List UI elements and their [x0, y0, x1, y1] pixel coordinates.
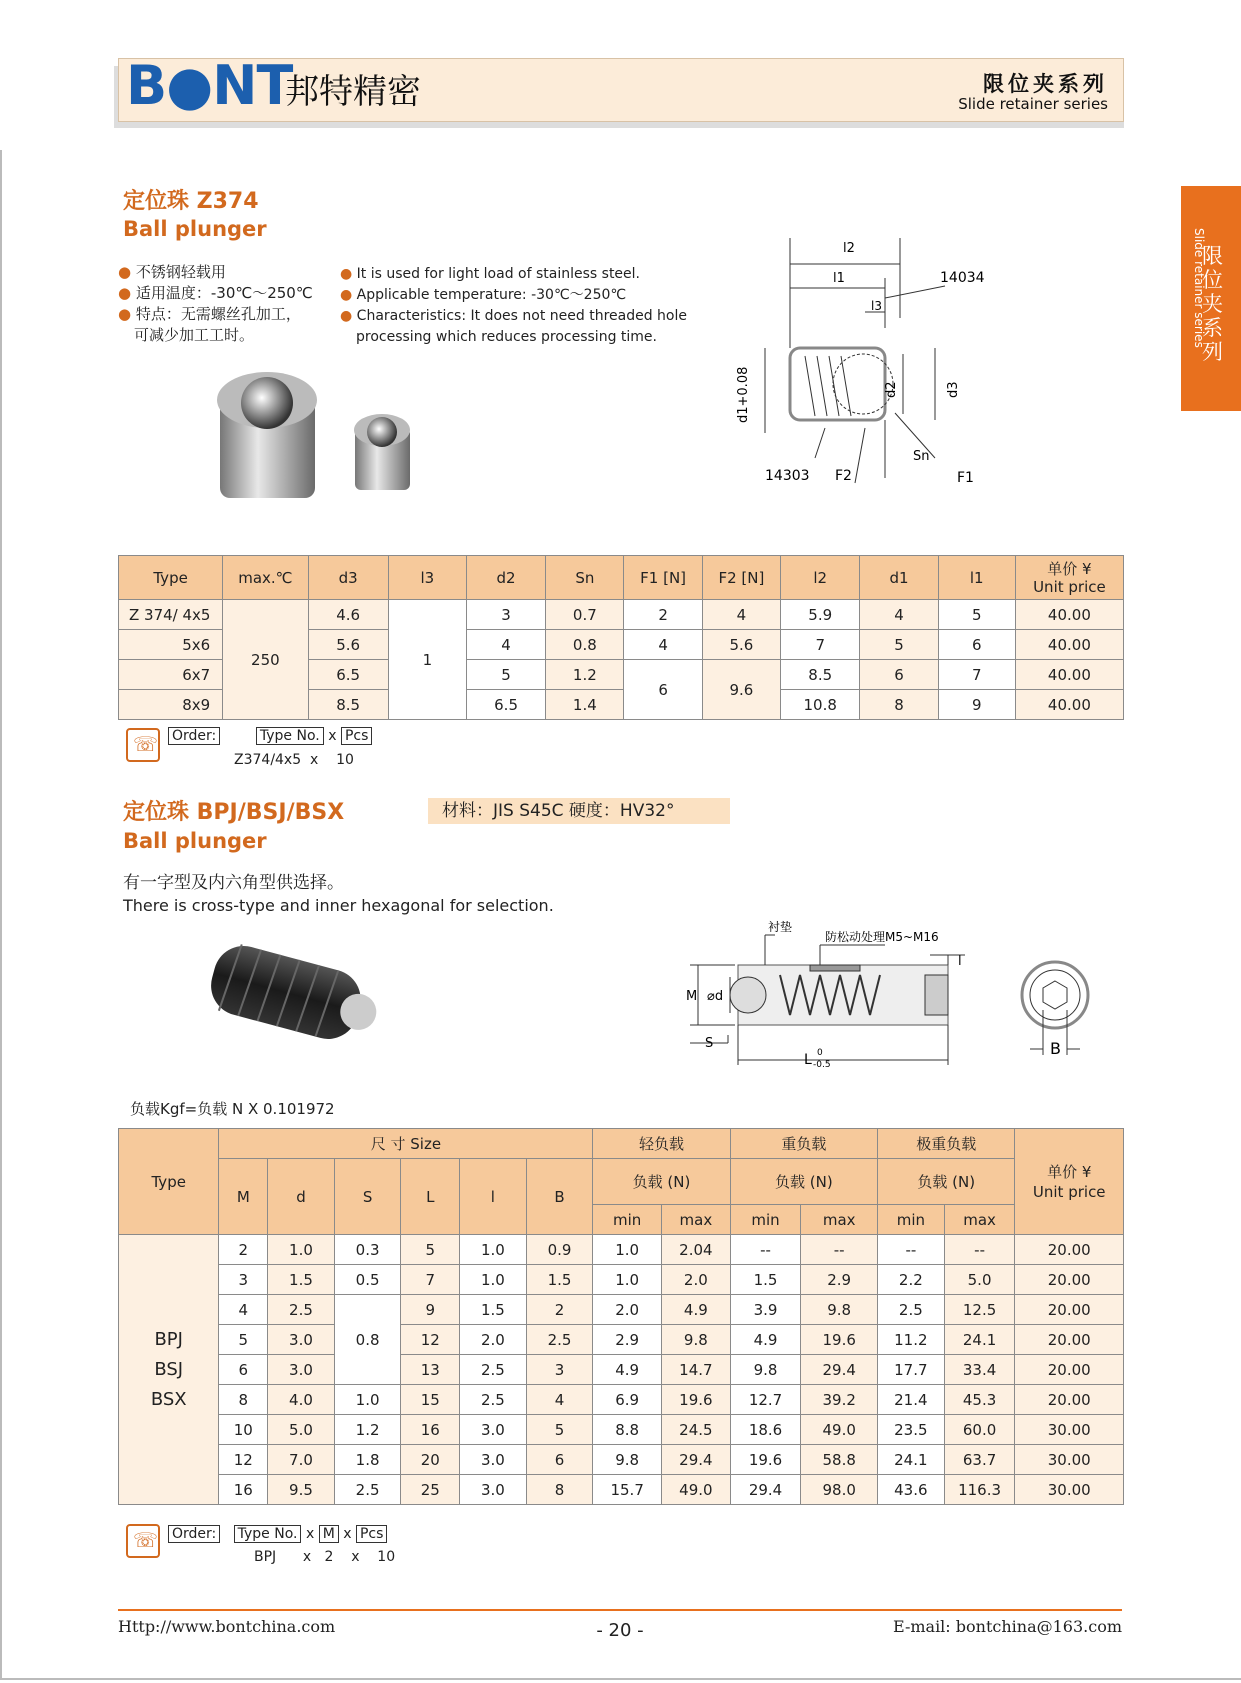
bullet-en-3: ● Characteristics: It does not need threaded hole	[340, 308, 687, 324]
table-cell: 6.9	[593, 1385, 662, 1415]
table-cell: 2.5	[268, 1295, 335, 1325]
table-row	[119, 1475, 1124, 1505]
cell-d2: 4	[466, 630, 545, 660]
table-cell: 2.5	[334, 1475, 401, 1505]
table-cell: 2.0	[460, 1325, 527, 1355]
order-type-no: Type No.	[256, 727, 324, 745]
table-cell: 20	[401, 1445, 460, 1475]
cell-d2: 5	[466, 660, 545, 690]
material-spec: 材料：JIS S45C 硬度：HV32°	[428, 798, 730, 824]
table-cell: 2.5	[526, 1325, 593, 1355]
table-cell: 1.0	[593, 1235, 662, 1265]
section2-title: 定位珠 BPJ/BSJ/BSX	[123, 800, 345, 825]
table-cell: 49.0	[662, 1475, 731, 1505]
cell-l1: 6	[938, 630, 1015, 660]
table-cell: 8.8	[593, 1415, 662, 1445]
table-cell: 20.00	[1015, 1265, 1124, 1295]
table-cell: 9	[401, 1295, 460, 1325]
cell-f1-merged: 6	[624, 660, 702, 720]
bullet-cn-2: ● 适用温度：-30℃～250℃	[118, 284, 313, 302]
table-cell: 1.5	[268, 1265, 335, 1295]
table-cell: 12	[219, 1445, 268, 1475]
table-cell: 4.9	[662, 1295, 731, 1325]
table-cell: 19.6	[730, 1445, 801, 1475]
col-d1: d1	[860, 556, 938, 600]
table-row	[119, 1295, 1124, 1325]
table-cell: 8	[219, 1385, 268, 1415]
table-cell: 30.00	[1015, 1445, 1124, 1475]
table-cell: 2.5	[878, 1295, 945, 1325]
table-cell: --	[801, 1235, 878, 1265]
col-price: 单价 ¥ Unit price	[1015, 556, 1123, 600]
table-cell: 1.0	[593, 1265, 662, 1295]
col-f2: F2 [N]	[702, 556, 780, 600]
table-cell: 12.5	[944, 1295, 1015, 1325]
table-cell: 9.8	[801, 1295, 878, 1325]
dim-label-d1: d1+0.08	[736, 366, 751, 423]
table-cell: 3.9	[730, 1295, 801, 1325]
table-cell: 0.5	[334, 1265, 401, 1295]
table-cell: 1.0	[334, 1385, 401, 1415]
col-f1: F1 [N]	[624, 556, 702, 600]
series-title-en: Slide retainer series	[958, 95, 1108, 113]
table-cell: 98.0	[801, 1475, 878, 1505]
dim-label-anti-loose: 防松动处理M5~M16	[825, 930, 939, 944]
series-title-cn: 限位夹系列	[983, 72, 1108, 96]
table-cell: 9.8	[593, 1445, 662, 1475]
table-cell: 18.6	[730, 1415, 801, 1445]
table-cell: 20.00	[1015, 1235, 1124, 1265]
dim-label-L: L	[804, 1052, 812, 1068]
cell-l1: 5	[938, 600, 1015, 630]
table-cell: 58.8	[801, 1445, 878, 1475]
table-cell: 23.5	[878, 1415, 945, 1445]
table-cell: 4	[526, 1385, 593, 1415]
table-cell: 25	[401, 1475, 460, 1505]
table-cell: 10	[219, 1415, 268, 1445]
order-x: x	[328, 728, 337, 744]
table-cell: 9.8	[662, 1325, 731, 1355]
section1-bullets-en	[340, 264, 720, 348]
table-cell: 7	[401, 1265, 460, 1295]
table-cell: 9.8	[730, 1355, 801, 1385]
col-d3: d3	[308, 556, 388, 600]
footer-email[interactable]: E-mail: bontchina@163.com	[892, 1617, 1122, 1636]
order-format-2	[168, 1526, 387, 1542]
cell-l3-merged: 1	[388, 600, 466, 720]
table-cell: 43.6	[878, 1475, 945, 1505]
cell-price: 40.00	[1015, 630, 1123, 660]
order-type-no: Type No.	[234, 1525, 302, 1543]
order-format-1	[168, 728, 372, 744]
col-extra-heavy-load: 极重负载	[878, 1129, 1015, 1159]
col-l: l	[460, 1159, 527, 1235]
table-cell: 3	[219, 1265, 268, 1295]
cell-d2: 6.5	[466, 690, 545, 720]
brand-logo: B●NT	[126, 54, 293, 117]
table-cell: 6	[526, 1445, 593, 1475]
cell-l2: 7	[781, 630, 860, 660]
col-size-group: 尺 寸 Size	[219, 1129, 593, 1159]
bullet-cn-4: 可减少加工工时。	[134, 326, 255, 344]
table-cell: 15	[401, 1385, 460, 1415]
table-row	[119, 1445, 1124, 1475]
cell-f2-merged: 9.6	[702, 660, 780, 720]
cell-price: 40.00	[1015, 690, 1123, 720]
col-sn: Sn	[546, 556, 624, 600]
bpj-spec-table	[118, 1128, 1124, 1505]
table-cell: 30.00	[1015, 1475, 1124, 1505]
bullet-cn-3: ● 特点：无需螺丝孔加工，	[118, 305, 301, 323]
table-cell: 5	[526, 1415, 593, 1445]
table-cell: 17.7	[878, 1355, 945, 1385]
order-pcs: Pcs	[341, 727, 372, 745]
table-cell: 20.00	[1015, 1325, 1124, 1355]
order-label: Order:	[168, 1525, 220, 1543]
type-label: BPJ	[154, 1328, 183, 1350]
table-cell: 1.5	[460, 1295, 527, 1325]
dim-label-l2: l2	[843, 241, 855, 256]
table-cell: 4	[219, 1295, 268, 1325]
table-cell: 12	[401, 1325, 460, 1355]
table-cell: 1.0	[460, 1265, 527, 1295]
table-row	[119, 1325, 1124, 1355]
phone-order-icon	[126, 728, 160, 762]
table-row	[119, 1415, 1124, 1445]
col-l2: l2	[781, 556, 860, 600]
cell-l2: 10.8	[781, 690, 860, 720]
dim-label-l1: l1	[833, 271, 845, 286]
table-cell: 4.9	[730, 1325, 801, 1355]
section1-title: 定位珠 Z374	[123, 189, 259, 214]
table-cell: 60.0	[944, 1415, 1015, 1445]
dim-label-14303: 14303	[765, 468, 810, 484]
cell-f2: 4	[702, 600, 780, 630]
table-cell: 39.2	[801, 1385, 878, 1415]
dim-label-liner: 衬垫	[768, 920, 793, 934]
dim-label-d: ⌀d	[707, 989, 724, 1004]
col-heavy-load: 重负载	[730, 1129, 877, 1159]
cell-d3: 5.6	[308, 630, 388, 660]
order-example-2: BPJ x 2 x 10	[254, 1549, 396, 1565]
section1-subtitle: Ball plunger	[123, 217, 267, 241]
table-cell: 2	[219, 1235, 268, 1265]
side-tab-cn: 限位夹系列	[1202, 244, 1223, 364]
z374-spec-table	[118, 555, 1124, 720]
table-cell: 1.5	[730, 1265, 801, 1295]
table-cell: 1.8	[334, 1445, 401, 1475]
table-cell: 5	[219, 1325, 268, 1355]
col-d2: d2	[466, 556, 545, 600]
cell-sn: 0.7	[546, 600, 624, 630]
table-cell: 2.5	[460, 1355, 527, 1385]
col-l3: l3	[388, 556, 466, 600]
dim-label-l: l	[958, 954, 962, 969]
dim-label-l3: l3	[871, 299, 882, 313]
table-cell: 29.4	[801, 1355, 878, 1385]
table-cell: 3.0	[460, 1445, 527, 1475]
cell-l2: 8.5	[781, 660, 860, 690]
table-cell: 16	[401, 1415, 460, 1445]
col-type: Type	[119, 1129, 219, 1235]
cell-price: 40.00	[1015, 660, 1123, 690]
table-cell: 3.0	[268, 1325, 335, 1355]
col-light-max: max	[662, 1205, 731, 1235]
threaded-plunger-photo	[200, 935, 390, 1060]
table-cell: 49.0	[801, 1415, 878, 1445]
page-border-left	[0, 150, 2, 1680]
table-cell: 3	[526, 1355, 593, 1385]
cell-s-merged: 0.8	[334, 1295, 401, 1385]
bullet-en-2: ● Applicable temperature: -30℃～250℃	[340, 287, 627, 303]
section2-desc-en: There is cross-type and inner hexagonal for selection.	[123, 896, 554, 915]
cell-type: 8x9	[119, 690, 223, 720]
table-cell: 2.0	[593, 1295, 662, 1325]
table-row	[119, 1235, 1124, 1265]
table-cell: 9.5	[268, 1475, 335, 1505]
cell-d3: 4.6	[308, 600, 388, 630]
col-extra-load-n: 负载 (N)	[878, 1159, 1015, 1205]
table-cell: 24.1	[878, 1445, 945, 1475]
dim-label-m: M	[686, 989, 698, 1004]
table-cell: 2.2	[878, 1265, 945, 1295]
cell-type-merged	[119, 1235, 219, 1505]
table-cell: 4.0	[268, 1385, 335, 1415]
table-row	[119, 1265, 1124, 1295]
col-type: Type	[119, 556, 223, 600]
dim-label-b: B	[1050, 1039, 1061, 1058]
col-L: L	[401, 1159, 460, 1235]
col-heavy-max: max	[801, 1205, 878, 1235]
phone-order-icon	[126, 1524, 160, 1558]
dim-label-sn: Sn	[913, 449, 930, 464]
dim-label-s: S	[705, 1036, 714, 1051]
col-extra-max: max	[944, 1205, 1015, 1235]
cell-d1: 6	[860, 660, 938, 690]
table-cell: 20.00	[1015, 1355, 1124, 1385]
table-cell: --	[730, 1235, 801, 1265]
cell-type: 6x7	[119, 660, 223, 690]
col-heavy-min: min	[730, 1205, 801, 1235]
table-cell: 21.4	[878, 1385, 945, 1415]
section1-bullets-cn	[118, 262, 338, 346]
dim-label-zero: 0	[817, 1048, 823, 1058]
cell-l1: 7	[938, 660, 1015, 690]
table-cell: 8	[526, 1475, 593, 1505]
order-m: M	[319, 1525, 339, 1543]
cell-maxc-merged: 250	[223, 600, 308, 720]
section2-subtitle: Ball plunger	[123, 829, 267, 853]
dim-label-14034: 14034	[940, 270, 985, 286]
type-label: BSJ	[154, 1358, 184, 1380]
col-b: B	[526, 1159, 593, 1235]
cell-type: 5x6	[119, 630, 223, 660]
table-cell: 2.9	[593, 1325, 662, 1355]
cell-type: Z 374/ 4x5	[119, 600, 223, 630]
cell-l1: 9	[938, 690, 1015, 720]
page-border-bottom	[0, 1678, 1241, 1680]
cell-f1: 4	[624, 630, 702, 660]
col-heavy-load-n: 负载 (N)	[730, 1159, 877, 1205]
cell-price: 40.00	[1015, 600, 1123, 630]
table-row	[119, 1355, 1124, 1385]
table-cell: 2.04	[662, 1235, 731, 1265]
col-d: d	[268, 1159, 335, 1235]
table-cell: --	[944, 1235, 1015, 1265]
table-cell: 3.0	[460, 1475, 527, 1505]
table-cell: 33.4	[944, 1355, 1015, 1385]
dim-label-f1: F1	[957, 470, 974, 486]
cell-d1: 5	[860, 630, 938, 660]
order-x: x	[343, 1526, 352, 1542]
table-cell: 0.9	[526, 1235, 593, 1265]
table-cell: 24.5	[662, 1415, 731, 1445]
cell-sn: 1.4	[546, 690, 624, 720]
z374-dimension-diagram	[735, 238, 995, 498]
table-cell: 1.2	[334, 1415, 401, 1445]
table-cell: 16	[219, 1475, 268, 1505]
page-number: - 20 -	[596, 1620, 644, 1641]
brand-name-cn: 邦特精密	[285, 72, 421, 112]
table-cell: 19.6	[662, 1385, 731, 1415]
table-cell: 63.7	[944, 1445, 1015, 1475]
type-label: BSX	[150, 1388, 187, 1410]
table-cell: 3.0	[268, 1355, 335, 1385]
col-m: M	[219, 1159, 268, 1235]
bullet-cn-1: ● 不锈钢轻载用	[118, 263, 226, 281]
order-label: Order:	[168, 727, 220, 745]
cell-f2: 5.6	[702, 630, 780, 660]
col-light-load: 轻负载	[593, 1129, 730, 1159]
table-cell: 1.0	[268, 1235, 335, 1265]
dim-label-d3: d3	[946, 381, 961, 398]
table-cell: 12.7	[730, 1385, 801, 1415]
footer-url[interactable]: Http://www.bontchina.com	[118, 1617, 336, 1636]
table-cell: 29.4	[730, 1475, 801, 1505]
table-cell: 3.0	[460, 1415, 527, 1445]
section2-desc-cn: 有一字型及内六角型供选择。	[123, 873, 344, 893]
table-cell: 45.3	[944, 1385, 1015, 1415]
cell-d1: 4	[860, 600, 938, 630]
col-s: S	[334, 1159, 401, 1235]
table-cell: 7.0	[268, 1445, 335, 1475]
col-price: 单价 ¥ Unit price	[1015, 1129, 1124, 1235]
table-cell: 2.9	[801, 1265, 878, 1295]
table-row	[119, 1385, 1124, 1415]
table-cell: 30.00	[1015, 1415, 1124, 1445]
ball-plunger-photo	[210, 368, 420, 513]
cell-l2: 5.9	[781, 600, 860, 630]
table-cell: 2	[526, 1295, 593, 1325]
table-cell: 5	[401, 1235, 460, 1265]
table-cell: 13	[401, 1355, 460, 1385]
table-cell: 0.3	[334, 1235, 401, 1265]
table-cell: 5.0	[268, 1415, 335, 1445]
cell-f1: 2	[624, 600, 702, 630]
bullet-en-4: processing which reduces processing time.	[356, 329, 657, 345]
cell-d1: 8	[860, 690, 938, 720]
dim-label-tol: -0.5	[813, 1060, 831, 1070]
footer-divider	[118, 1609, 1122, 1611]
dim-label-d2: d2	[884, 381, 899, 398]
table-cell: 5.0	[944, 1265, 1015, 1295]
cell-d2: 3	[466, 600, 545, 630]
order-pcs: Pcs	[356, 1525, 387, 1543]
side-tab-en: Slide retainer series	[1192, 228, 1206, 348]
table-cell: 20.00	[1015, 1295, 1124, 1325]
table-cell: 11.2	[878, 1325, 945, 1355]
table-cell: 1.5	[526, 1265, 593, 1295]
table-cell: 2.5	[460, 1385, 527, 1415]
table-cell: 2.0	[662, 1265, 731, 1295]
table-cell: 24.1	[944, 1325, 1015, 1355]
col-extra-min: min	[878, 1205, 945, 1235]
load-conversion-note: 负载Kgf=负载 N X 0.101972	[130, 1100, 335, 1118]
cell-d3: 6.5	[308, 660, 388, 690]
col-maxc: max.℃	[223, 556, 308, 600]
table-cell: 4.9	[593, 1355, 662, 1385]
table-cell: 1.0	[460, 1235, 527, 1265]
dim-label-f2: F2	[835, 468, 852, 484]
table-cell: --	[878, 1235, 945, 1265]
cell-sn: 0.8	[546, 630, 624, 660]
table-cell: 14.7	[662, 1355, 731, 1385]
table-cell: 116.3	[944, 1475, 1015, 1505]
table-cell: 15.7	[593, 1475, 662, 1505]
cell-d3: 8.5	[308, 690, 388, 720]
bpj-dimension-diagram	[680, 915, 1100, 1075]
table-cell: 29.4	[662, 1445, 731, 1475]
order-example-1: Z374/4x5 x 10	[234, 752, 354, 768]
table-cell: 20.00	[1015, 1385, 1124, 1415]
col-light-load-n: 负载 (N)	[593, 1159, 730, 1205]
col-l1: l1	[938, 556, 1015, 600]
table-cell: 6	[219, 1355, 268, 1385]
bullet-en-1: ● It is used for light load of stainless steel.	[340, 266, 641, 282]
table-cell: 19.6	[801, 1325, 878, 1355]
cell-sn: 1.2	[546, 660, 624, 690]
col-light-min: min	[593, 1205, 662, 1235]
order-x: x	[305, 1526, 315, 1542]
